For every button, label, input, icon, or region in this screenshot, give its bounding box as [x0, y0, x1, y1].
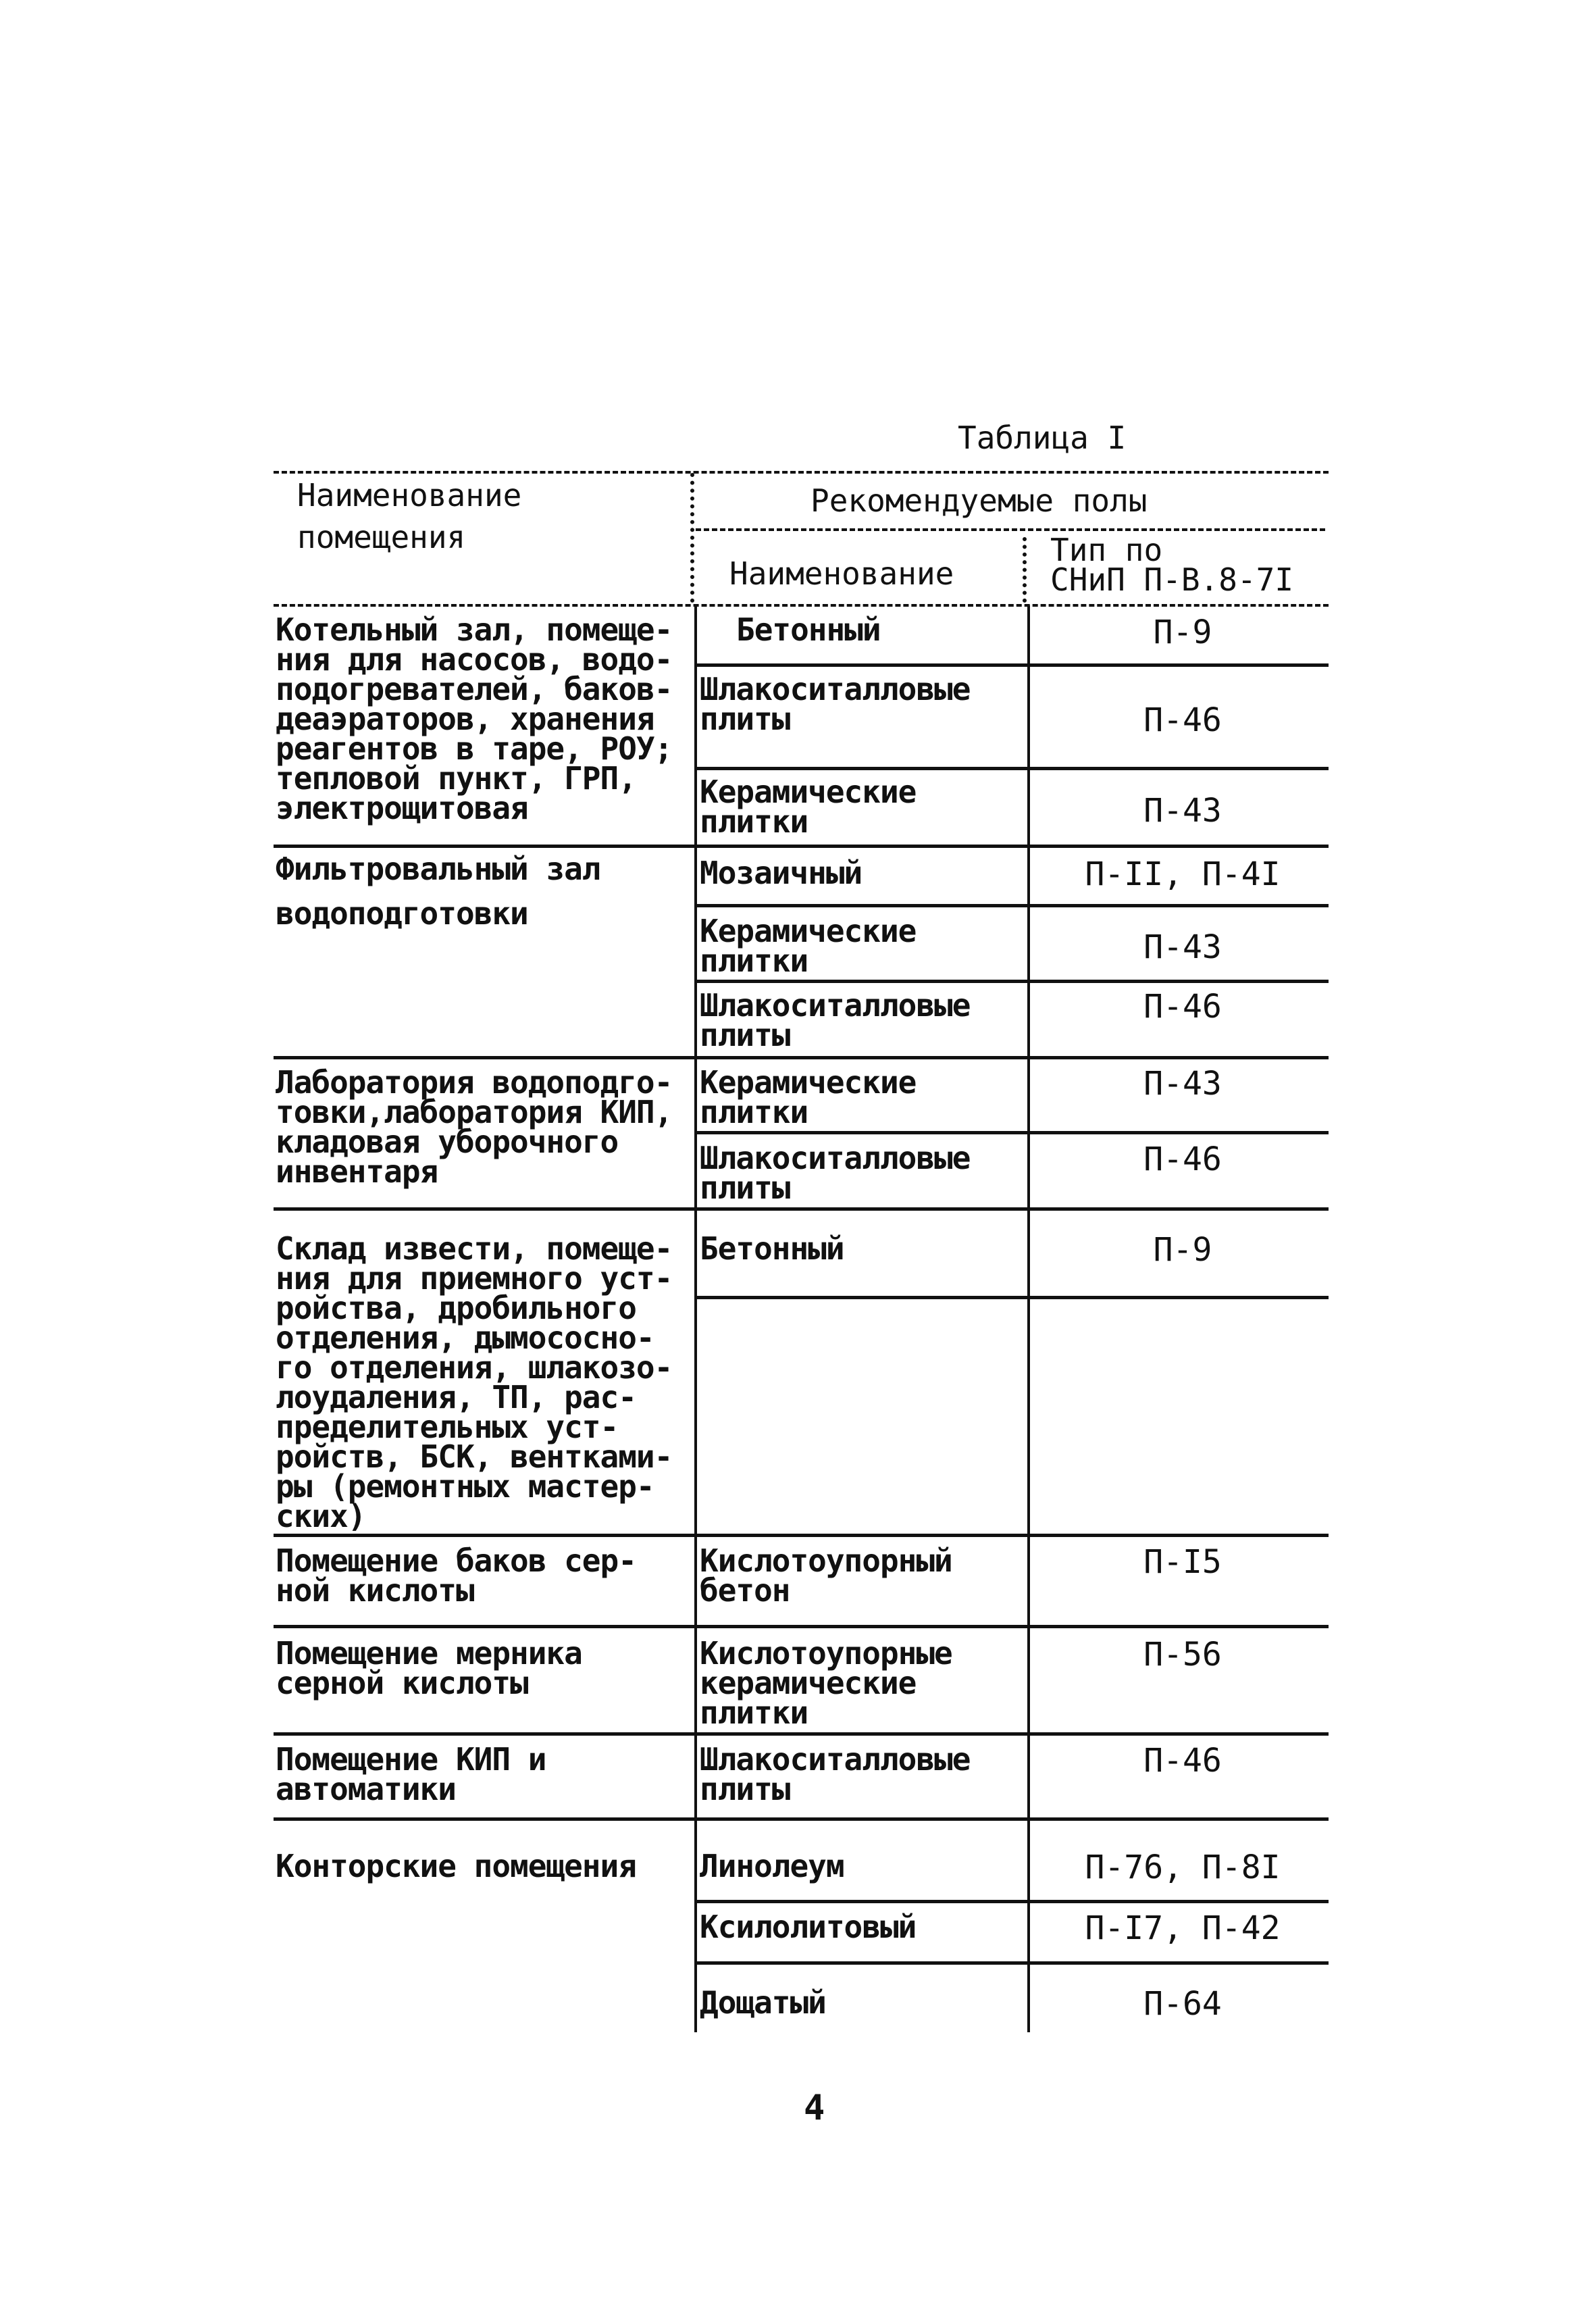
row-rule	[696, 980, 1329, 983]
group-rule	[274, 1732, 1329, 1736]
header-recommended-floors: Рекомендуемые полы	[810, 482, 1148, 519]
room-name: Котельный зал, помеще- ния для насосов, водо- подогревателей, баков- деаэраторов, хранения реагентов в таре, РОУ; тепловой пункт, ГРП, электрощитовая	[276, 611, 673, 826]
floor-name: Мозаичный	[700, 855, 863, 891]
group-rule	[274, 1207, 1329, 1211]
group-rule	[274, 1056, 1329, 1059]
row-rule	[696, 1296, 1329, 1299]
group-rule	[274, 1817, 1329, 1821]
floor-name: Линолеум	[700, 1848, 844, 1884]
room-name: Помещение мерника серной кислоты	[276, 1635, 582, 1701]
row-rule	[696, 904, 1329, 907]
room-name: Конторские помещения	[276, 1848, 636, 1884]
floor-type-code: П-9	[1153, 1231, 1212, 1269]
table-caption: Таблица I	[958, 420, 1127, 456]
row-rule	[696, 1961, 1329, 1965]
floor-type-code: П-46	[1143, 1742, 1222, 1780]
floor-name: Дощатый	[700, 1984, 826, 2021]
row-rule	[696, 767, 1329, 770]
floor-type-code: П-43	[1143, 928, 1222, 966]
row-rule	[696, 1900, 1329, 1903]
floor-type-code: П-43	[1143, 792, 1222, 830]
floor-name: Керамические плитки	[700, 774, 917, 840]
header-mid-rule	[696, 528, 1325, 531]
floor-name: Керамические плитки	[700, 1064, 917, 1130]
group-rule	[274, 1625, 1329, 1628]
room-name: Помещение КИП и автоматики	[276, 1741, 546, 1807]
floor-name: Шлакоситалловые плиты	[700, 1140, 971, 1206]
header-floor-type: Тип по СНиП П-В.8-7I	[1050, 532, 1294, 598]
floor-type-code: П-9	[1153, 613, 1212, 651]
floor-type-code: П-56	[1143, 1636, 1222, 1674]
floor-type-code: П-76, П-8I	[1085, 1848, 1281, 1886]
group-rule	[274, 1534, 1329, 1537]
page-number: 4	[804, 2088, 825, 2128]
floor-type-code: П-43	[1143, 1065, 1222, 1103]
header-floor-name: Наименование	[729, 555, 954, 592]
floor-type-code: П-II, П-4I	[1085, 855, 1281, 893]
floor-type-code: П-I7, П-42	[1085, 1909, 1281, 1947]
header-divider-right	[1023, 537, 1027, 603]
floor-name: Керамические плитки	[700, 913, 917, 979]
room-name: Склад извести, помеще- ния для приемного уст- ройства, дробильного отделения, дымососно- го отделения, шлакозо- лоудаления, ТП, рас- пределительных уст- ройств, БСК, вентками- ры (ремонтных мастер- ских)	[276, 1230, 673, 1534]
group-rule	[274, 845, 1329, 848]
header-top-rule	[274, 471, 1329, 474]
room-name: Лаборатория водоподго- товки,лаборатория КИП, кладовая уборочного инвентаря	[276, 1064, 673, 1190]
header-room-name: Наименование помещения	[297, 477, 522, 555]
floor-name: Кислотоупорные керамические плитки	[700, 1635, 952, 1731]
floor-name: Ксилолитовый	[700, 1909, 917, 1945]
floor-name: Кислотоупорный бетон	[700, 1542, 952, 1609]
room-name: Фильтровальный зал водоподготовки	[276, 851, 600, 932]
floor-type-code: П-46	[1143, 1140, 1222, 1178]
header-bottom-rule	[274, 604, 1329, 607]
floor-type-code: П-46	[1143, 701, 1222, 739]
floor-type-code: П-46	[1143, 988, 1222, 1026]
floor-name: Бетонный	[700, 1230, 844, 1267]
row-rule	[696, 1131, 1329, 1134]
floor-type-code: П-I5	[1143, 1543, 1222, 1581]
floor-name: Бетонный	[736, 611, 881, 648]
row-rule	[696, 663, 1329, 667]
header-divider-left	[690, 473, 694, 603]
floor-name: Шлакоситалловые плиты	[700, 671, 971, 737]
room-name: Помещение баков сер- ной кислоты	[276, 1542, 636, 1609]
floor-name: Шлакоситалловые плиты	[700, 1741, 971, 1807]
floor-name: Шлакоситалловые плиты	[700, 987, 971, 1053]
floor-type-code: П-64	[1143, 1985, 1222, 2023]
